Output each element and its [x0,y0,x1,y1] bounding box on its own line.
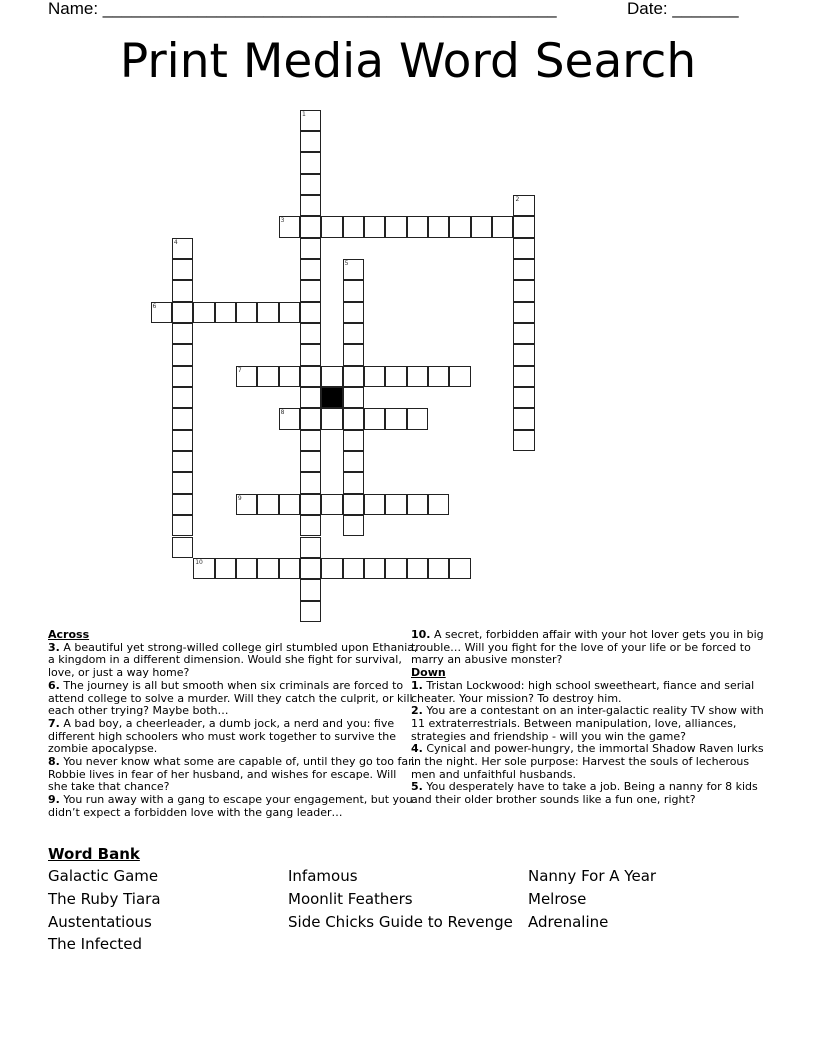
grid-cell[interactable] [300,152,321,173]
grid-cell[interactable] [172,323,193,344]
grid-cell[interactable] [279,216,300,237]
clue-number: 10 [195,558,203,566]
grid-cell[interactable] [513,430,534,451]
grid-cell[interactable] [513,366,534,387]
grid-cell[interactable] [236,302,257,323]
grid-cell[interactable] [172,280,193,301]
grid-cell[interactable] [343,387,364,408]
grid-cell[interactable] [364,558,385,579]
grid-cell[interactable] [300,387,321,408]
clue-number: 9 [237,494,242,502]
grid-cell[interactable] [279,408,300,429]
clue-across-7: 7. A bad boy, a cheerleader, a dumb jock, a nerd and you: five different high schoolers who must work together to survive the zombie apocalypse. [48,716,397,756]
grid-cell[interactable] [300,131,321,152]
clue-number: 3 [280,217,285,225]
clue-number: 7 [237,366,242,374]
grid-cell[interactable] [513,387,534,408]
grid-cell[interactable] [300,472,321,493]
grid-cell[interactable] [172,537,193,558]
grid-cell[interactable] [428,558,449,579]
grid-cell[interactable] [300,558,321,579]
grid-cell[interactable] [300,579,321,600]
grid-cell[interactable] [300,537,321,558]
clue-down-5: 5. You desperately have to take a job. Being a nanny for 8 kids and their older brother sounds like a fun one, right? [411,780,758,807]
grid-cell[interactable] [300,259,321,280]
grid-cell[interactable] [257,366,278,387]
grid-cell[interactable] [300,366,321,387]
grid-cell[interactable] [428,366,449,387]
grid-cell[interactable] [300,238,321,259]
grid-cell[interactable] [300,302,321,323]
grid-cell[interactable] [428,216,449,237]
word-bank-item: Austentatious [48,913,152,931]
clue-down-2: 2. You are a contestant on an inter-galactic reality TV show with 11 extraterrestrials. Between manipulation, love, alliances, strategies and friendship - will you win the game? [411,704,764,743]
grid-cell[interactable] [300,195,321,216]
grid-cell[interactable] [193,558,214,579]
word-bank-item: Infamous [288,867,358,885]
grid-cell[interactable] [385,494,406,515]
grid-cell[interactable] [385,216,406,237]
grid-cell[interactable] [172,302,193,323]
grid-cell[interactable] [300,110,321,131]
grid-cell[interactable] [471,216,492,237]
grid-cell[interactable] [343,280,364,301]
grid-cell[interactable] [321,558,342,579]
grid-cell[interactable] [300,216,321,237]
clue-number: 8 [280,409,285,417]
grid-cell[interactable] [279,366,300,387]
grid-cell[interactable] [257,494,278,515]
clue-number: 4 [173,238,178,246]
grid-cell[interactable] [513,323,534,344]
grid-cell[interactable] [343,408,364,429]
grid-cell[interactable] [279,494,300,515]
clues-left-column [48,629,418,820]
grid-cell[interactable] [343,451,364,472]
grid-cell[interactable] [407,366,428,387]
grid-cell[interactable] [513,259,534,280]
grid-cell[interactable] [492,216,513,237]
grid-cell[interactable] [172,387,193,408]
grid-cell[interactable] [385,558,406,579]
clue-across-6: 6. The journey is all but smooth when six criminals are forced to attend college to solve a murder. Will they catch the culprit, or kill each other trying? Maybe both… [48,678,413,718]
grid-cell[interactable] [300,601,321,622]
grid-cell[interactable] [449,366,470,387]
grid-cell[interactable] [300,494,321,515]
grid-cell[interactable] [407,408,428,429]
grid-cell[interactable] [343,366,364,387]
grid-cell[interactable] [300,323,321,344]
grid-cell[interactable] [236,366,257,387]
word-bank-item: Moonlit Feathers [288,890,413,908]
grid-cell[interactable] [300,451,321,472]
grid-cell[interactable] [513,302,534,323]
grid-cell[interactable] [343,344,364,365]
grid-cell[interactable] [321,408,342,429]
grid-cell[interactable] [364,216,385,237]
grid-cell[interactable] [279,302,300,323]
word-bank-item: Side Chicks Guide to Revenge [288,913,513,931]
grid-cell[interactable] [172,259,193,280]
word-bank-item: Nanny For A Year [528,867,657,885]
word-bank-item: The Ruby Tiara [48,890,161,908]
grid-cell[interactable] [236,494,257,515]
grid-cell[interactable] [513,238,534,259]
grid-cell[interactable] [343,558,364,579]
grid-cell[interactable] [172,344,193,365]
grid-cell[interactable] [172,494,193,515]
grid-cell[interactable] [407,558,428,579]
clue-across-9: 9. You run away with a gang to escape your engagement, but you didn’t expect a forbidden love with the gang leader… [48,793,413,819]
grid-cell[interactable] [300,515,321,536]
word-bank-item: Adrenaline [528,913,609,931]
grid-cell[interactable] [343,302,364,323]
grid-cell[interactable] [321,494,342,515]
grid-cell[interactable] [300,280,321,301]
clue-number: 6 [152,302,157,310]
grid-cell[interactable] [343,430,364,451]
grid-cell[interactable] [215,302,236,323]
page-title: Print Media Word Search [119,34,697,89]
grid-cell[interactable] [300,344,321,365]
grid-cell[interactable] [172,408,193,429]
word-bank-title: Word Bank [48,845,140,863]
grid-cell[interactable] [236,558,257,579]
grid-cell[interactable] [172,451,193,472]
down-heading: Down [411,666,446,680]
grid-cell[interactable] [172,366,193,387]
grid-cell[interactable] [385,366,406,387]
grid-cell[interactable] [257,558,278,579]
grid-cell[interactable] [172,515,193,536]
grid-cell[interactable] [321,366,342,387]
clue-down-4: 4. Cynical and power-hungry, the immortal Shadow Raven lurks in the night. Her sole purpose: Harvest the souls of lecherous men and unfaithful husbands. [411,742,764,781]
grid-cell[interactable] [364,494,385,515]
grid-cell[interactable] [385,408,406,429]
grid-cell[interactable] [193,302,214,323]
black-cell [321,387,342,408]
word-bank-item: Galactic Game [48,867,159,885]
grid-cell[interactable] [343,323,364,344]
grid-cell[interactable] [407,216,428,237]
word-bank-item: The Infected [48,935,142,953]
clue-number: 5 [344,259,349,267]
word-bank-item: Melrose [528,890,587,908]
date-field[interactable]: Date: _______ [627,0,739,18]
grid-cell[interactable] [513,344,534,365]
grid-cell[interactable] [513,195,534,216]
grid-cell[interactable] [151,302,172,323]
grid-cell[interactable] [343,494,364,515]
across-heading: Across [48,628,90,641]
clue-across-3: 3. A beautiful yet strong-willed college girl stumbled upon Ethania, a kingdom in a different dimension. Would she fight for survival, love, or just a way home? [48,640,418,680]
clue-down-1: 1. Tristan Lockwood: high school sweetheart, fiance and serial cheater. Your mission? To destroy him. [411,678,755,705]
clue-number: 1 [301,110,306,118]
grid-cell[interactable] [449,558,470,579]
clue-across-10: 10. A secret, forbidden affair with your hot lover gets you in big trouble… Will you fight for the love of your life or be forced to marry an abusive monster? [411,628,764,667]
grid-cell[interactable] [343,216,364,237]
grid-cell[interactable] [513,408,534,429]
grid-cell[interactable] [449,216,470,237]
clue-number: 2 [515,195,520,203]
grid-cell[interactable] [172,472,193,493]
grid-cell[interactable] [343,515,364,536]
grid-cell[interactable] [343,259,364,280]
grid-cell[interactable] [279,558,300,579]
grid-cell[interactable] [513,280,534,301]
grid-cell[interactable] [321,216,342,237]
clue-across-8: 8. You never know what some are capable of, until they go too far. Robbie lives in fear of her husband, and wishes for escape. Will she take that chance? [48,755,416,794]
grid-cell[interactable] [215,558,236,579]
grid-cell[interactable] [257,302,278,323]
grid-cell[interactable] [300,408,321,429]
clues-right-column [411,629,771,807]
grid-cell[interactable] [172,238,193,259]
grid-cell[interactable] [513,216,534,237]
grid-cell[interactable] [364,366,385,387]
grid-cell[interactable] [364,408,385,429]
grid-cell[interactable] [300,430,321,451]
grid-cell[interactable] [407,494,428,515]
grid-cell[interactable] [428,494,449,515]
name-field[interactable]: Name: ________________________________________________ [48,0,557,18]
grid-cell[interactable] [300,174,321,195]
grid-cell[interactable] [343,472,364,493]
grid-cell[interactable] [172,430,193,451]
